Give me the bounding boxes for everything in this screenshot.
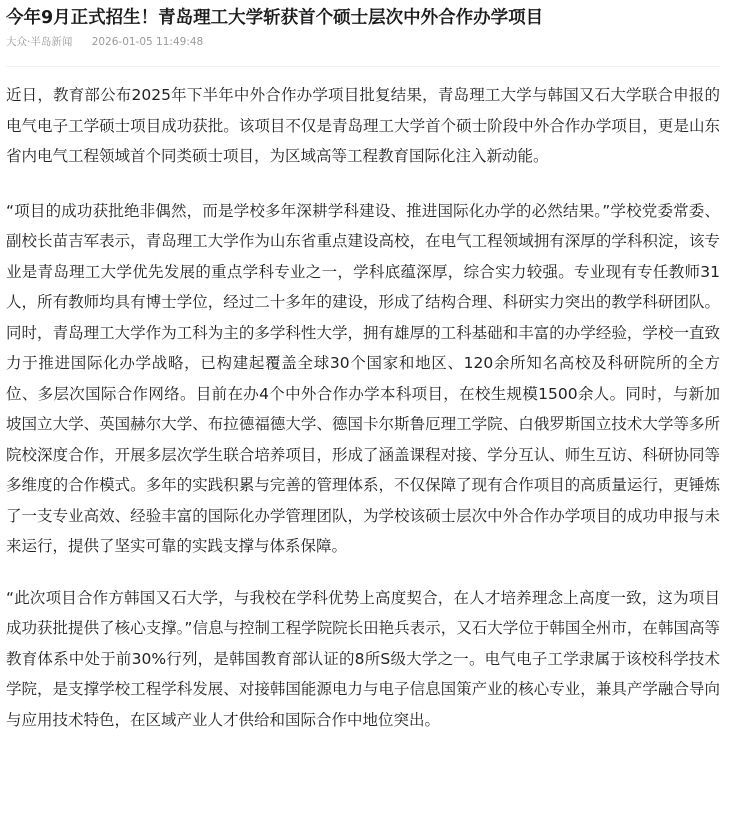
article-source[interactable]: 大众·半岛新闻 <box>6 36 73 48</box>
paragraph-2: “项目的成功获批绝非偶然，而是学校多年深耕学科建设、推进国际化办学的必然结果。”学校党委常委、副校长苗吉军表示，青岛理工大学作为山东省重点建设高校，在电气工程领域拥有深厚的学科积淀，该专业是青岛理工大学优先发展的重点学科专业之一，学科底蕴深厚，综合实力较强。专业现有专任教师31人，所有教师均具有博士学位，经过二十多年的建设，形成了结构合理、科研实力突出的教学科研团队。同时，青岛理工大学作为工科为主的多学科性大学，拥有雄厚的工科基础和丰富的办学经验，学校一直致力于推进国际化办学战略，已构建起覆盖全球30个国家和地区、120余所知名高校及科研院所的全方位、多层次国际合作网络。目前在办4个中外合作办学本科项目，在校生规模1500余人。同时，与新加坡国立大学、英国赫尔大学、布拉德福德大学、德国卡尔斯鲁厄理工学院、白俄罗斯国立技术大学等多所院校深度合作，开展多层次学生联合培养项目，形成了涵盖课程对接、学分互认、师生互访、科研协同等多维度的合作模式。多年的实践积累与完善的管理体系，不仅保障了现有合作项目的高质量运行，更锤炼了一支专业高效、经验丰富的国际化办学管理团队，为学校该硕士层次中外合作办学项目的成功申报与未来运行，提供了坚实可靠的实践支撑与体系保障。 <box>6 201 720 555</box>
paragraph-1: 近日，教育部公布2025年下半年中外合作办学项目批复结果，青岛理工大学与韩国又石大学联合申报的电气电子工学硕士项目成功获批。该项目不仅是青岛理工大学首个硕士阶段中外合作办学项目，更是山东省内电气工程领域首个同类硕士项目，为区域高等工程教育国际化注入新动能。 <box>6 86 720 165</box>
paragraph-3: “此次项目合作方韩国又石大学，与我校在学科优势上高度契合，在人才培养理念上高度一致，这为项目成功获批提供了核心支撑。”信息与控制工程学院院长田艳兵表示，又石大学位于韩国全州市，在韩国高等教育体系中处于前30%行列，是韩国教育部认证的8所S级大学之一。电气电子工学隶属于该校科学技术学院，是支撑学校工程学科发展、对接韩国能源电力与电子信息国策产业的核心专业，兼具产学融合导向与应用技术特色，在区域产业人才供给和国际合作中地位突出。 <box>6 588 720 729</box>
article-meta <box>6 34 720 50</box>
article-title: 今年9月正式招生！青岛理工大学斩获首个硕士层次中外合作办学项目 <box>6 8 544 28</box>
publish-time: 2026-01-05 11:49:48 <box>91 36 204 48</box>
divider <box>6 66 720 67</box>
